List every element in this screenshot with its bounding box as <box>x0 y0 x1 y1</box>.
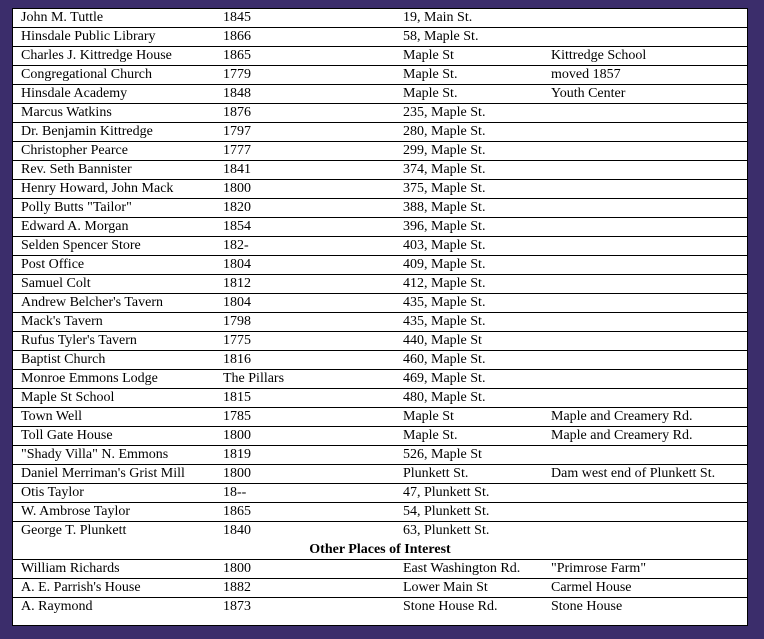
place-note: Maple and Creamery Rd. <box>551 409 693 424</box>
place-address: 54, Plunkett St. <box>403 504 490 519</box>
table-row <box>13 522 747 541</box>
place-note: "Primrose Farm" <box>551 561 647 576</box>
place-name: A. E. Parrish's House <box>21 580 141 595</box>
place-address: 374, Maple St. <box>403 162 486 177</box>
place-name: "Shady Villa" N. Emmons <box>21 447 169 462</box>
place-name: Andrew Belcher's Tavern <box>21 295 164 310</box>
place-note: Stone House <box>551 599 623 614</box>
table-row <box>13 237 747 256</box>
place-year: 1800 <box>223 561 251 576</box>
place-name: Rev. Seth Bannister <box>21 162 132 177</box>
place-name: Otis Taylor <box>21 485 84 500</box>
table-row <box>13 256 747 275</box>
place-name: A. Raymond <box>21 599 93 614</box>
place-year: 1775 <box>223 333 251 348</box>
place-note: Maple and Creamery Rd. <box>551 428 693 443</box>
place-note: Dam west end of Plunkett St. <box>551 466 716 481</box>
place-year: 1848 <box>223 86 251 101</box>
place-year: The Pillars <box>223 371 285 386</box>
table-row <box>13 9 747 28</box>
place-year: 1804 <box>223 295 251 310</box>
place-name: Polly Butts "Tailor" <box>21 200 132 215</box>
place-address: Lower Main St <box>403 580 488 595</box>
table-row <box>13 579 747 598</box>
place-year: 1800 <box>223 181 251 196</box>
place-note: Youth Center <box>551 86 626 101</box>
place-year: 1797 <box>223 124 251 139</box>
place-address: Maple St. <box>403 86 458 101</box>
place-address: 280, Maple St. <box>403 124 486 139</box>
place-name: John M. Tuttle <box>21 10 104 25</box>
place-name: Christopher Pearce <box>21 143 128 158</box>
place-address: 299, Maple St. <box>403 143 486 158</box>
place-address: Stone House Rd. <box>403 599 498 614</box>
table-row <box>13 294 747 313</box>
place-year: 18-- <box>223 485 247 500</box>
place-year: 182- <box>223 238 249 253</box>
table-row <box>13 275 747 294</box>
place-name: W. Ambrose Taylor <box>21 504 131 519</box>
place-name: Daniel Merriman's Grist Mill <box>21 466 185 481</box>
place-name: Selden Spencer Store <box>21 238 141 253</box>
place-name: Dr. Benjamin Kittredge <box>21 124 153 139</box>
section-heading: Other Places of Interest <box>309 542 451 557</box>
place-year: 1873 <box>223 599 251 614</box>
place-name: Charles J. Kittredge House <box>21 48 172 63</box>
place-address: 480, Maple St. <box>403 390 486 405</box>
place-address: 235, Maple St. <box>403 105 486 120</box>
table-row <box>13 332 747 351</box>
place-address: Maple St. <box>403 67 458 82</box>
place-year: 1840 <box>223 523 251 538</box>
table-row <box>13 446 747 465</box>
place-year: 1866 <box>223 29 251 44</box>
place-name: Maple St School <box>21 390 115 405</box>
place-name: Post Office <box>21 257 85 272</box>
place-year: 1800 <box>223 428 251 443</box>
table-row <box>13 484 747 503</box>
place-year: 1800 <box>223 466 251 481</box>
place-address: 435, Maple St. <box>403 295 486 310</box>
place-address: 388, Maple St. <box>403 200 486 215</box>
place-year: 1777 <box>223 143 251 158</box>
table-row <box>13 123 747 142</box>
place-address: 19, Main St. <box>403 10 473 25</box>
table-row <box>13 142 747 161</box>
table-row <box>13 389 747 408</box>
table-row <box>13 47 747 66</box>
place-name: Congregational Church <box>21 67 153 82</box>
table-row <box>13 180 747 199</box>
place-name: William Richards <box>21 561 120 576</box>
table-row <box>13 161 747 180</box>
place-address: Plunkett St. <box>403 466 469 481</box>
place-name: Edward A. Morgan <box>21 219 129 234</box>
place-year: 1779 <box>223 67 251 82</box>
place-name: Henry Howard, John Mack <box>21 181 174 196</box>
place-name: Rufus Tyler's Tavern <box>21 333 137 348</box>
place-year: 1812 <box>223 276 251 291</box>
table-row <box>13 465 747 484</box>
place-address: Maple St. <box>403 428 458 443</box>
place-name: Mack's Tavern <box>21 314 103 329</box>
place-name: Marcus Watkins <box>21 105 112 120</box>
table-row <box>13 560 747 579</box>
place-year: 1816 <box>223 352 251 367</box>
table-row <box>13 351 747 370</box>
place-name: Baptist Church <box>21 352 106 367</box>
places-table <box>12 8 748 626</box>
place-note: Carmel House <box>551 580 632 595</box>
section-heading-row <box>13 541 747 560</box>
table-row <box>13 28 747 47</box>
table-row <box>13 427 747 446</box>
place-address: Maple St <box>403 48 454 63</box>
place-year: 1876 <box>223 105 251 120</box>
place-address: 375, Maple St. <box>403 181 486 196</box>
other-places-list <box>13 560 747 617</box>
place-name: Town Well <box>21 409 83 424</box>
place-year: 1865 <box>223 504 251 519</box>
table-row <box>13 313 747 332</box>
place-year: 1854 <box>223 219 251 234</box>
place-address: 396, Maple St. <box>403 219 486 234</box>
place-name: George T. Plunkett <box>21 523 127 538</box>
place-address: 460, Maple St. <box>403 352 486 367</box>
place-address: Maple St <box>403 409 454 424</box>
place-year: 1785 <box>223 409 251 424</box>
place-address: 47, Plunkett St. <box>403 485 490 500</box>
place-year: 1819 <box>223 447 251 462</box>
place-year: 1865 <box>223 48 251 63</box>
place-note: moved 1857 <box>551 67 621 82</box>
place-name: Monroe Emmons Lodge <box>21 371 158 386</box>
place-year: 1820 <box>223 200 251 215</box>
place-address: 469, Maple St. <box>403 371 486 386</box>
table-row <box>13 408 747 427</box>
place-address: 58, Maple St. <box>403 29 479 44</box>
place-year: 1815 <box>223 390 251 405</box>
place-year: 1882 <box>223 580 251 595</box>
table-row <box>13 503 747 522</box>
place-name: Hinsdale Academy <box>21 86 128 101</box>
place-address: East Washington Rd. <box>403 561 521 576</box>
table-row <box>13 370 747 389</box>
historic-places-list <box>13 9 747 541</box>
place-name: Samuel Colt <box>21 276 91 291</box>
place-address: 526, Maple St <box>403 447 482 462</box>
place-year: 1804 <box>223 257 251 272</box>
place-address: 412, Maple St. <box>403 276 486 291</box>
place-note: Kittredge School <box>551 48 647 63</box>
place-address: 409, Maple St. <box>403 257 486 272</box>
place-year: 1845 <box>223 10 251 25</box>
place-year: 1841 <box>223 162 251 177</box>
table-row <box>13 218 747 237</box>
table-row <box>13 66 747 85</box>
place-address: 63, Plunkett St. <box>403 523 490 538</box>
table-row <box>13 199 747 218</box>
place-address: 440, Maple St <box>403 333 482 348</box>
table-row <box>13 104 747 123</box>
place-address: 403, Maple St. <box>403 238 486 253</box>
place-name: Toll Gate House <box>21 428 113 443</box>
table-row <box>13 598 747 617</box>
table-row <box>13 85 747 104</box>
place-name: Hinsdale Public Library <box>21 29 156 44</box>
place-year: 1798 <box>223 314 251 329</box>
place-address: 435, Maple St. <box>403 314 486 329</box>
